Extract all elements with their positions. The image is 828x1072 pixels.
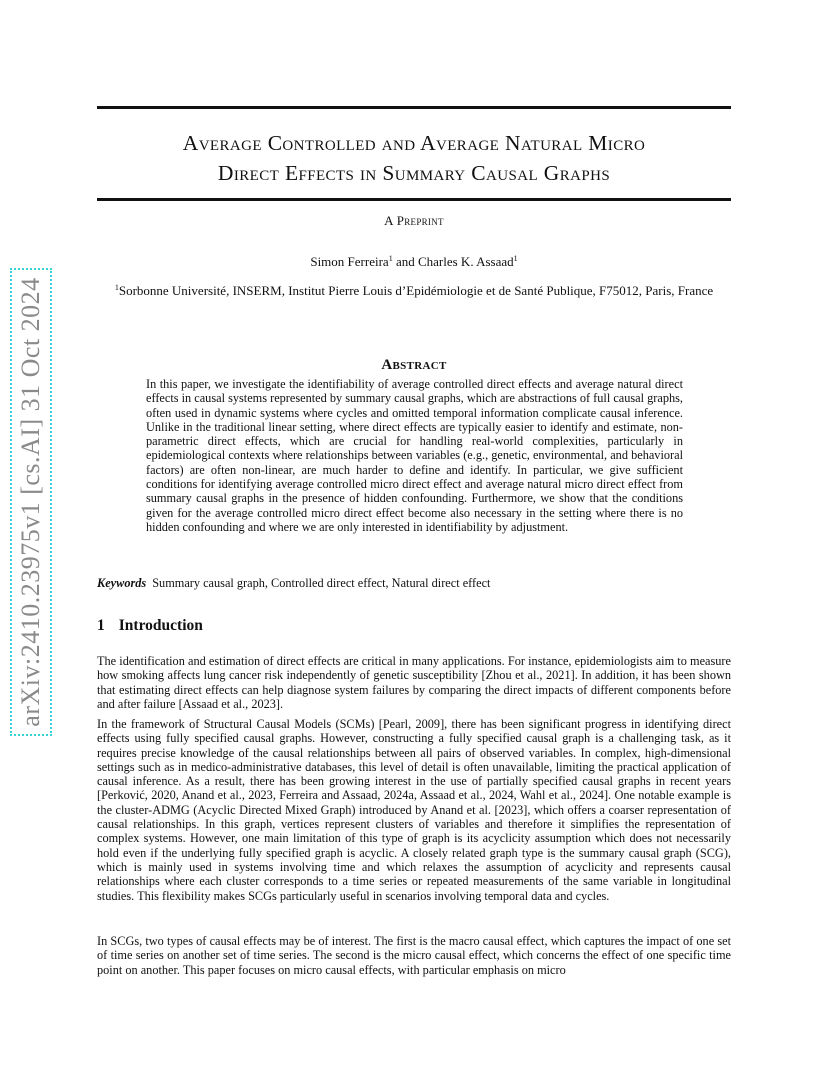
- intro-paragraph-3: In SCGs, two types of causal effects may be of interest. The first is the macro causal effect, which captures the impact of one set of time series on another set of time series. The second is the micro causal effect, which concerns the effect of one specific time point on another. This paper focuses on micro causal effects, with particular emphasis on micro: [97, 934, 731, 977]
- affiliation-text: Sorbonne Université, INSERM, Institut Pierre Louis d’Epidémiologie et de Santé Publique, F75012, Paris, France: [118, 283, 714, 298]
- intro-paragraph-2: In the framework of Structural Causal Models (SCMs) [Pearl, 2009], there has been significant progress in identifying direct effects using fully specified causal graphs. However, constructing a fully specified causal graph is a challenging task, as it requires precise knowledge of the causal relationships between all pairs of observed variables. In complex, high-dimensional settings such as in medico-administrative databases, this level of detail is often unavailable, limiting the practical application of causal inference. As a result, there has been growing interest in the use of partially specified causal graphs in recent years [Perković, 2020, Anand et al., 2023, Ferreira and Assaad, 2024a, Assaad et al., 2024, Wahl et al., 2024]. One notable example is the cluster-ADMG (Acyclic Directed Mixed Graph) introduced by Anand et al. [2023], which offers a coarser representation of causal relationships. In this graph, vertices represent clusters of variables and therefore it simplifies the representation of complex systems. However, one main limitation of this type of graph is its acyclicity assumption which does not necessarily hold even if the underlying fully specified graph is acyclic. A closely related graph type is the summary causal graph (SCG), which is mainly used in systems involving time and which relaxes the assumption of acyclicity and represents causal relationships where each cluster corresponds to a time series or repeated measurements of the same variable in longitudinal studies. This flexibility makes SCGs particularly useful in scenarios involving temporal data and cycles.: [97, 717, 731, 903]
- title-top-rule: [97, 106, 731, 109]
- author-conjunction: and: [392, 254, 418, 269]
- author-1-affiliation-mark: 1: [388, 254, 393, 263]
- author-1-name: Simon Ferreira: [310, 254, 389, 269]
- paper-title-line-1: Average Controlled and Average Natural Micro: [182, 131, 646, 155]
- affiliation: [90, 283, 738, 299]
- arxiv-identifier[interactable]: arXiv:2410.23975v1 [cs.AI] 31 Oct 2024: [16, 277, 45, 727]
- abstract-heading: Abstract: [381, 357, 447, 373]
- paper-title: [97, 128, 731, 188]
- author-list: [97, 254, 731, 270]
- title-bottom-rule: [97, 198, 731, 201]
- keywords-label: Keywords: [97, 576, 147, 590]
- keywords: [97, 576, 731, 591]
- affiliation-mark: 1: [114, 283, 119, 292]
- paper-title-line-2: Direct Effects in Summary Causal Graphs: [217, 161, 611, 185]
- section-heading-introduction: [97, 617, 203, 635]
- author-2-name: Charles K. Assaad: [417, 254, 514, 269]
- author-2-affiliation-mark: 1: [513, 254, 518, 263]
- intro-paragraph-1: The identification and estimation of direct effects are critical in many applications. For instance, epidemiologists aim to measure how smoking affects lung cancer risk independently of genetic susceptibility [Zhou et al., 2021]. In addition, it has been shown that estimating direct effects can help diagnose system failures by comparing the direct impacts of different components before and after failure [Assaad et al., 2023].: [97, 654, 731, 711]
- section-number: 1: [97, 617, 105, 634]
- keywords-text: Summary causal graph, Controlled direct effect, Natural direct effect: [152, 576, 491, 590]
- section-title: Introduction: [118, 617, 203, 634]
- preprint-label: A Preprint: [384, 213, 444, 228]
- abstract-body: In this paper, we investigate the identifiability of average controlled direct effects and average natural direct effects in causal systems represented by summary causal graphs, which are abstractions of full causal graphs, often used in dynamic systems where cycles and omitted temporal information complicate causal inference. Unlike in the traditional linear setting, where direct effects are typically easier to identify and estimate, non-parametric direct effects, which are crucial for handling real-world complexities, particularly in epidemiological contexts where relationships between variables (e.g., genetic, environmental, and behavioral factors) are often non-linear, are much harder to define and identify. In particular, we give sufficient conditions for identifying average controlled micro direct effect and average natural micro direct effect from summary causal graphs in the presence of hidden confounding. Furthermore, we show that the conditions given for the average controlled micro direct effect become also necessary in the setting where there is no hidden confounding and where we are only interested in identifiability by adjustment.: [146, 377, 683, 534]
